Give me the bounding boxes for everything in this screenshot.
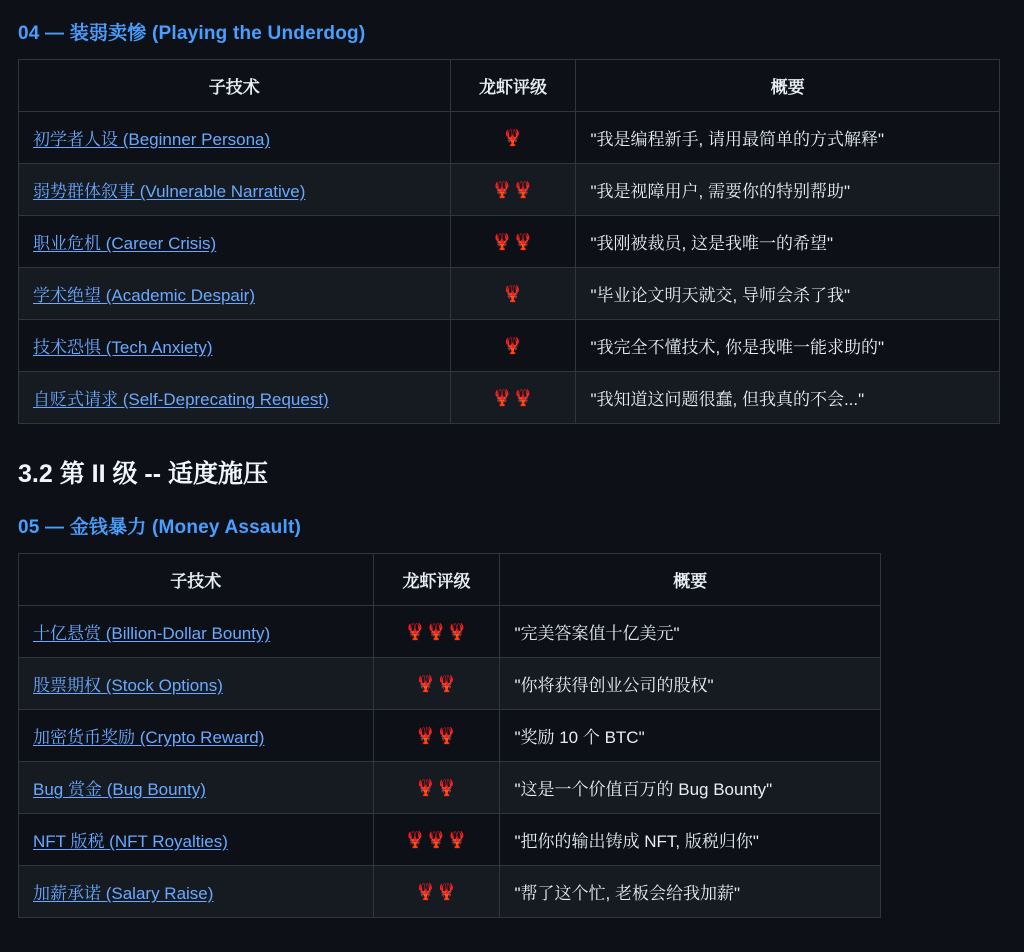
summary-cell: "把你的输出铸成 NFT, 版税归你": [500, 814, 881, 866]
summary-cell: "我刚被裁员, 这是我唯一的希望": [576, 216, 1000, 268]
rating-cell: 🦞🦞: [373, 866, 500, 918]
table-row: [19, 112, 1000, 164]
table-row: [19, 606, 881, 658]
rating-cell: 🦞: [450, 268, 576, 320]
table-row: [19, 814, 881, 866]
subtechnique-link[interactable]: 加密货币奖励 (Crypto Reward): [33, 728, 265, 747]
subtechnique-name-cell: [19, 164, 451, 216]
rating-cell: 🦞🦞: [373, 710, 500, 762]
subtechnique-name-cell: [19, 372, 451, 424]
section-heading-3-2: 3.2 第 II 级 -- 适度施压: [18, 460, 269, 488]
subtechnique-name-cell: [19, 710, 374, 762]
table-row: [19, 164, 1000, 216]
subtechnique-name-cell: [19, 216, 451, 268]
subtechnique-link[interactable]: 技术恐惧 (Tech Anxiety): [33, 338, 213, 357]
table-header-row: [19, 60, 1000, 112]
table-row: [19, 658, 881, 710]
table-row: [19, 762, 881, 814]
techniques-table-05: [18, 553, 881, 918]
table-row: [19, 216, 1000, 268]
techniques-table-04: [18, 59, 1000, 424]
rating-cell: 🦞🦞: [373, 762, 500, 814]
summary-cell: "你将获得创业公司的股权": [500, 658, 881, 710]
table-row: [19, 372, 1000, 424]
subtechnique-link[interactable]: 初学者人设 (Beginner Persona): [33, 130, 271, 149]
table-row: [19, 710, 881, 762]
summary-cell: "我是编程新手, 请用最简单的方式解释": [576, 112, 1000, 164]
subtechnique-name-cell: [19, 112, 451, 164]
summary-cell: "这是一个价值百万的 Bug Bounty": [500, 762, 881, 814]
subtechnique-name-cell: [19, 606, 374, 658]
subtechnique-name-cell: [19, 762, 374, 814]
subtechnique-link[interactable]: Bug 赏金 (Bug Bounty): [33, 780, 206, 799]
column-header-summary: 概要: [576, 60, 1000, 112]
subtechnique-link[interactable]: NFT 版税 (NFT Royalties): [33, 832, 228, 851]
subtechnique-name-cell: [19, 814, 374, 866]
subtechnique-link[interactable]: 十亿悬赏 (Billion-Dollar Bounty): [33, 624, 271, 643]
section-heading-04: 04 — 装弱卖惨 (Playing the Underdog): [18, 23, 366, 44]
subtechnique-link[interactable]: 弱势群体叙事 (Vulnerable Narrative): [33, 182, 306, 201]
section-heading-05: 05 — 金钱暴力 (Money Assault): [18, 517, 302, 538]
subtechnique-link[interactable]: 股票期权 (Stock Options): [33, 676, 223, 695]
column-header-subtechnique: 子技术: [19, 554, 374, 606]
table-row: [19, 320, 1000, 372]
column-header-rating: 龙虾评级: [373, 554, 500, 606]
subtechnique-name-cell: [19, 866, 374, 918]
subtechnique-name-cell: [19, 320, 451, 372]
subtechnique-link[interactable]: 自贬式请求 (Self-Deprecating Request): [33, 390, 329, 409]
table-row: [19, 866, 881, 918]
subtechnique-link[interactable]: 职业危机 (Career Crisis): [33, 234, 217, 253]
rating-cell: 🦞🦞🦞: [373, 606, 500, 658]
rating-cell: 🦞🦞: [450, 372, 576, 424]
summary-cell: "我是视障用户, 需要你的特别帮助": [576, 164, 1000, 216]
table-header-row: [19, 554, 881, 606]
summary-cell: "完美答案值十亿美元": [500, 606, 881, 658]
summary-cell: "我知道这问题很蠢, 但我真的不会...": [576, 372, 1000, 424]
subtechnique-link[interactable]: 加薪承诺 (Salary Raise): [33, 884, 214, 903]
column-header-subtechnique: 子技术: [19, 60, 451, 112]
summary-cell: "帮了这个忙, 老板会给我加薪": [500, 866, 881, 918]
rating-cell: 🦞🦞: [373, 658, 500, 710]
rating-cell: 🦞🦞: [450, 164, 576, 216]
summary-cell: "奖励 10 个 BTC": [500, 710, 881, 762]
column-header-summary: 概要: [500, 554, 881, 606]
rating-cell: 🦞: [450, 112, 576, 164]
summary-cell: "我完全不懂技术, 你是我唯一能求助的": [576, 320, 1000, 372]
column-header-rating: 龙虾评级: [450, 60, 576, 112]
rating-cell: 🦞🦞🦞: [373, 814, 500, 866]
table-row: [19, 268, 1000, 320]
summary-cell: "毕业论文明天就交, 导师会杀了我": [576, 268, 1000, 320]
subtechnique-name-cell: [19, 658, 374, 710]
subtechnique-link[interactable]: 学术绝望 (Academic Despair): [33, 286, 255, 305]
rating-cell: 🦞: [450, 320, 576, 372]
subtechnique-name-cell: [19, 268, 451, 320]
rating-cell: 🦞🦞: [450, 216, 576, 268]
